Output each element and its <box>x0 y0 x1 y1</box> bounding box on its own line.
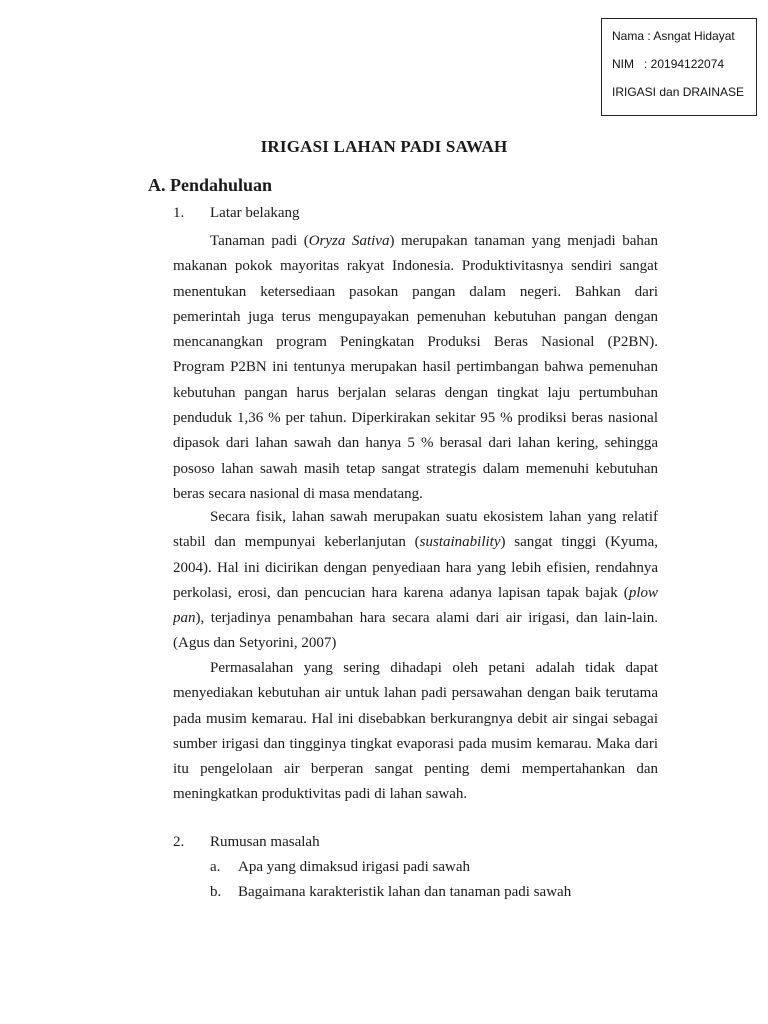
paragraph-line <box>173 757 658 782</box>
line-text: pemerintah juga terus mengupayakan pemenuhan kebutuhan pangan dengan <box>173 308 658 325</box>
student-info-box <box>601 18 757 116</box>
line-text: meningkatkan produktivitas padi di lahan sawah. <box>173 786 468 803</box>
line-text: mencanangkan program Peningkatan Produksi Beras Nasional (P2BN). <box>173 334 658 351</box>
paragraph-line <box>173 406 658 431</box>
paragraph-line <box>173 631 658 656</box>
line-text: beras secara nasional di masa mendatang. <box>173 485 423 502</box>
line-text: ) merupakan tanaman yang menjadi bahan <box>389 233 658 249</box>
paragraph-line <box>173 681 658 706</box>
paragraph-line <box>173 355 658 380</box>
paragraph-1 <box>173 229 658 507</box>
line-text: sumber irigasi dan tingginya tingkat evaporasi pada musim kemarau. Maka dari <box>173 735 658 752</box>
item-label-rumusan-masalah: Rumusan masalah <box>210 834 320 850</box>
line-text: (Agus dan Setyorini, 2007) <box>173 635 337 652</box>
subitem-text-a: Apa yang dimaksud irigasi padi sawah <box>238 859 471 875</box>
paragraph-line <box>173 330 658 355</box>
line-text: 2004). Hal ini dicirikan dengan penyediaan hara yang lebih efisien, rendahnya <box>173 559 658 576</box>
paragraph-line <box>173 556 658 581</box>
paragraph-line <box>173 707 658 732</box>
italic-term: sustainability <box>419 534 501 551</box>
item-label-latar-belakang: Latar belakang <box>210 205 300 221</box>
paragraph-line <box>173 782 658 807</box>
item-number-2: 2. <box>173 834 185 850</box>
paragraph-line <box>173 431 658 456</box>
paragraph-2 <box>173 505 658 657</box>
line-text: ) sangat tinggi (Kyuma, <box>500 534 658 551</box>
paragraph-line <box>173 606 658 631</box>
item-number-1: 1. <box>173 205 185 221</box>
paragraph-line <box>173 254 658 279</box>
line-text: Tanaman padi ( <box>210 233 309 249</box>
line-text: ), terjadinya penambahan hara secara alami dari air irigasi, dan lain-lain. <box>195 610 658 627</box>
subitem-letter-b: b. <box>210 884 222 900</box>
paragraph-line <box>173 229 658 254</box>
line-text: stabil dan mempunyai keberlanjutan ( <box>173 534 420 551</box>
line-text: menentukan ketersediaan pasokan pangan dalam negeri. Bahkan dari <box>173 283 658 300</box>
subitem-letter-a: a. <box>210 859 221 875</box>
student-nim: NIM : 20194122074 <box>612 57 725 71</box>
paragraph-line <box>173 530 658 555</box>
line-text: pada musim kemarau. Hal ini disebabkan berkurangnya debit air singai sebagai <box>173 710 658 727</box>
paragraph-line <box>173 482 658 507</box>
line-text: Permasalahan yang sering dihadapi oleh petani adalah tidak dapat <box>210 660 658 676</box>
line-text: Secara fisik, lahan sawah merupakan suatu ekosistem lahan yang relatif <box>210 509 658 525</box>
section-heading-pendahuluan: A. Pendahuluan <box>148 175 273 195</box>
paragraph-line <box>173 457 658 482</box>
paragraph-line <box>173 656 658 681</box>
italic-term: pan <box>173 610 196 627</box>
line-text: makanan pokok mayoritas rakyat Indonesia. Produktivitasnya sendiri sangat <box>173 258 658 275</box>
line-text: itu pengelolaan air berperan sangat penting demi mempertahankan dan <box>173 761 658 778</box>
paragraph-line <box>173 505 658 530</box>
subitem-text-b: Bagaimana karakteristik lahan dan tanaman padi sawah <box>238 884 572 900</box>
document-title: IRIGASI LAHAN PADI SAWAH <box>260 137 508 156</box>
paragraph-line <box>173 381 658 406</box>
italic-term: Oryza Sativa <box>308 233 390 249</box>
line-text: dipasok dari lahan sawah dan hanya 5 % berasal dari lahan kering, sehingga <box>173 435 658 452</box>
line-text: perkolasi, erosi, dan pencucian hara karena adanya lapisan tapak bajak ( <box>173 584 629 601</box>
paragraph-3 <box>173 656 658 808</box>
course-name: IRIGASI dan DRAINASE <box>612 85 745 99</box>
paragraph-line <box>173 732 658 757</box>
line-text: pososo lahan sawah masih tetap sangat strategis dalam memenuhi kebutuhan <box>173 460 658 477</box>
line-text: penduduk 1,36 % per tahun. Diperkirakan sekitar 95 % prodiksi beras nasional <box>173 410 658 427</box>
italic-term: plow <box>628 584 658 601</box>
paragraph-line <box>173 305 658 330</box>
paragraph-line <box>173 581 658 606</box>
paragraph-line <box>173 280 658 305</box>
line-text: Program P2BN ini tentunya merupakan hasil pertimbangan bahwa pemenuhan <box>173 359 658 376</box>
line-text: menyediakan kebutuhan air untuk lahan padi persawahan dengan baik terutama <box>173 685 658 702</box>
student-name: Nama : Asngat Hidayat <box>612 29 735 43</box>
line-text: kebutuhan pangan harus berjalan selaras dengan tingkat laju pertumbuhan <box>173 384 658 401</box>
